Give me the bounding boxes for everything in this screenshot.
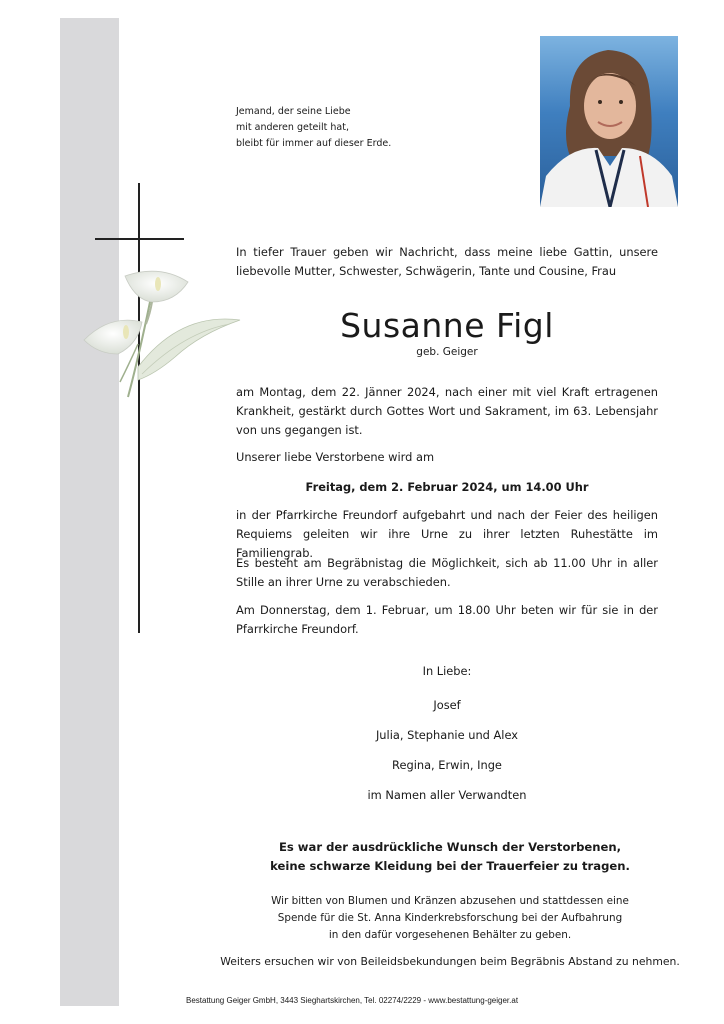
donation-line: in den dafür vorgesehenen Behälter zu geben. [328,929,572,941]
signoff-heading: In Liebe: [422,664,472,678]
mourner-name: im Namen aller Verwandten [367,788,527,802]
funeral-home-footer: Bestattung Geiger GmbH, 3443 Sieghartskirchen, Tel. 02274/2229 - www.bestattung-geiger.at [186,996,519,1005]
deceased-name: Susanne Figl [340,306,554,345]
wish-line: keine schwarze Kleidung bei der Trauerfeier zu tragen. [270,859,630,873]
condolence-request: Weiters ersuchen wir von Beileidsbekundungen beim Begräbnis Abstand zu nehmen. [220,955,680,968]
quote-line: mit anderen geteilt hat, [236,122,349,133]
donation-request [200,893,700,944]
funeral-date: Freitag, dem 2. Februar 2024, um 14.00 Uhr [305,480,589,494]
mourner-name: Julia, Stephanie und Alex [375,728,519,742]
decorative-grey-bar [60,18,119,1006]
wish-line: Es war der ausdrückliche Wunsch der Verstorbenen, [278,840,622,854]
calla-lily-illustration [80,262,245,412]
cross-horizontal-beam [95,238,184,240]
donation-line: Spende für die St. Anna Kinderkrebsforschung bei der Aufbahrung [277,912,623,924]
quote-line: bleibt für immer auf dieser Erde. [236,138,392,149]
death-notice-text: am Montag, dem 22. Jänner 2024, nach einer mit viel Kraft ertragenen Krankheit, gestärkt durch Gottes Wort und Sakrament, im 63. Lebensjahr von uns gegangen ist. [236,385,658,437]
intro-text: In tiefer Trauer geben wir Nachricht, dass meine liebe Gattin, unsere liebevolle Mutter, Schwester, Schwägerin, Tante und Cousine, Frau [236,245,658,278]
quote-line: Jemand, der seine Liebe [236,106,351,117]
farewell-text: Es besteht am Begräbnistag die Möglichkeit, sich ab 11.00 Uhr in aller Stille an ihrer Urne zu verabschieden. [236,556,658,589]
funeral-intro-text: Unserer liebe Verstorbene wird am [236,450,435,464]
funeral-details-text: in der Pfarrkirche Freundorf aufgebahrt und nach der Feier des heiligen Requiems geleiten wir ihre Urne zu ihrer letzten Ruhestätte im Familiengrab. [236,508,658,560]
donation-line: Wir bitten von Blumen und Kränzen abzusehen und stattdessen eine [271,895,629,907]
birth-name: geb. Geiger [416,346,478,358]
mourner-name: Regina, Erwin, Inge [392,758,502,772]
memorial-quote [236,104,391,152]
portrait-photo [540,36,678,207]
prayer-text: Am Donnerstag, dem 1. Februar, um 18.00 Uhr beten wir für sie in der Pfarrkirche Freundorf. [236,603,658,636]
dress-code-wish [200,838,700,876]
mourner-name: Josef [433,698,461,712]
